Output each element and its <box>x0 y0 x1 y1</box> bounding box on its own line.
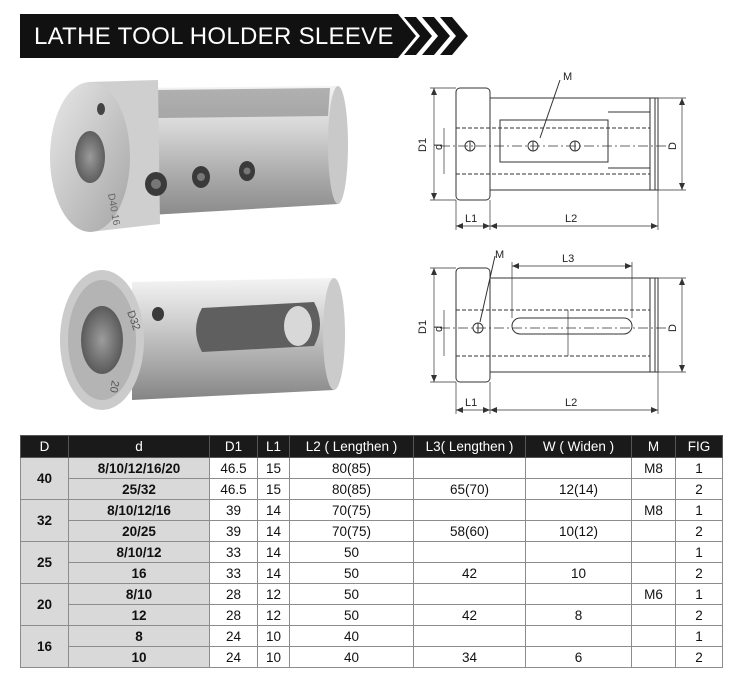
cell-FIG: 1 <box>676 584 723 605</box>
cell-L1: 12 <box>258 605 290 626</box>
cell-L2: 80(85) <box>290 479 414 500</box>
dim-label-M: M <box>563 71 573 83</box>
dim-label-L2: L2 <box>565 213 578 225</box>
table-row <box>21 584 723 605</box>
cell-W: 8 <box>526 605 632 626</box>
table-header-row <box>21 436 723 458</box>
cell-M <box>632 647 676 668</box>
cell-L3 <box>414 584 526 605</box>
header-M: M <box>632 436 676 458</box>
sleeve-photo-fig1 <box>38 74 358 244</box>
cell-M <box>632 542 676 563</box>
cell-FIG: 2 <box>676 479 723 500</box>
cell-L2: 70(75) <box>290 521 414 542</box>
cell-L1: 14 <box>258 542 290 563</box>
table-row <box>21 563 723 584</box>
cell-L2: 50 <box>290 542 414 563</box>
header-L2: L2 ( Lengthen ) <box>290 436 414 458</box>
header-L3: L3( Lengthen ) <box>414 436 526 458</box>
cell-L2: 50 <box>290 605 414 626</box>
cell-d: 16 <box>69 563 210 584</box>
dim-label-M: M <box>495 249 505 261</box>
dim-label-L2: L2 <box>565 397 578 409</box>
dim-label-D1: D1 <box>417 319 429 334</box>
cell-D1: 39 <box>210 500 258 521</box>
cell-D1: 46.5 <box>210 458 258 479</box>
technical-drawing-fig2 <box>400 248 700 420</box>
chevrons-right-icon <box>404 17 468 55</box>
cell-D1: 28 <box>210 605 258 626</box>
cell-M <box>632 563 676 584</box>
cell-L1: 15 <box>258 479 290 500</box>
cell-L3: 42 <box>414 563 526 584</box>
cell-L3: 65(70) <box>414 479 526 500</box>
cell-FIG: 2 <box>676 521 723 542</box>
cell-d: 20/25 <box>69 521 210 542</box>
dim-label-d: d <box>433 143 445 150</box>
cell-FIG: 1 <box>676 500 723 521</box>
photo-engraving-size: D32 <box>124 308 143 332</box>
cell-L2: 70(75) <box>290 500 414 521</box>
dim-label-D1: D1 <box>417 137 429 152</box>
cell-FIG: 2 <box>676 605 723 626</box>
cell-L1: 15 <box>258 458 290 479</box>
cell-L3 <box>414 500 526 521</box>
cell-L3: 34 <box>414 647 526 668</box>
technical-drawing-fig1 <box>400 68 700 240</box>
table-row <box>21 647 723 668</box>
cell-L3: 58(60) <box>414 521 526 542</box>
cell-W: 6 <box>526 647 632 668</box>
cell-L3 <box>414 458 526 479</box>
dim-label-D: D <box>667 142 679 150</box>
cell-FIG: 1 <box>676 626 723 647</box>
cell-L3 <box>414 626 526 647</box>
spec-table <box>20 435 723 668</box>
cell-FIG: 1 <box>676 458 723 479</box>
header-W: W ( Widen ) <box>526 436 632 458</box>
cell-D1: 39 <box>210 521 258 542</box>
header-d: d <box>69 436 210 458</box>
table-row <box>21 458 723 479</box>
cell-L3 <box>414 542 526 563</box>
table-row <box>21 626 723 647</box>
header-D1: D1 <box>210 436 258 458</box>
table-row <box>21 605 723 626</box>
header-FIG: FIG <box>676 436 723 458</box>
cell-FIG: 1 <box>676 542 723 563</box>
cell-W <box>526 626 632 647</box>
title-banner <box>20 14 458 58</box>
cell-L1: 12 <box>258 584 290 605</box>
banner-title: LATHE TOOL HOLDER SLEEVE <box>34 23 394 50</box>
table-row <box>21 542 723 563</box>
cell-L1: 14 <box>258 563 290 584</box>
dim-label-L3: L3 <box>562 253 575 265</box>
cell-L2: 50 <box>290 563 414 584</box>
header-L1: L1 <box>258 436 290 458</box>
cell-M <box>632 605 676 626</box>
cell-L2: 50 <box>290 584 414 605</box>
cell-W <box>526 500 632 521</box>
cell-d: 8 <box>69 626 210 647</box>
cell-W <box>526 584 632 605</box>
cell-D: 25 <box>21 542 69 584</box>
cell-D: 16 <box>21 626 69 668</box>
table-row <box>21 479 723 500</box>
cell-L2: 40 <box>290 647 414 668</box>
photo-engraving-top: D40 16 <box>105 192 122 227</box>
dim-label-L1: L1 <box>465 397 478 409</box>
dim-label-d: d <box>433 325 445 332</box>
cell-M: M6 <box>632 584 676 605</box>
cell-D: 20 <box>21 584 69 626</box>
cell-d: 10 <box>69 647 210 668</box>
table-row <box>21 500 723 521</box>
cell-d: 8/10/12/16 <box>69 500 210 521</box>
cell-L1: 10 <box>258 626 290 647</box>
cell-D1: 24 <box>210 626 258 647</box>
cell-D1: 33 <box>210 563 258 584</box>
cell-L3: 42 <box>414 605 526 626</box>
cell-D1: 28 <box>210 584 258 605</box>
cell-W <box>526 458 632 479</box>
photo-engraving-bore: 20 <box>106 379 121 394</box>
cell-L2: 40 <box>290 626 414 647</box>
cell-d: 8/10 <box>69 584 210 605</box>
dim-label-L1: L1 <box>465 213 478 225</box>
cell-D1: 33 <box>210 542 258 563</box>
cell-W: 10 <box>526 563 632 584</box>
cell-M <box>632 626 676 647</box>
cell-D: 40 <box>21 458 69 500</box>
cell-L1: 14 <box>258 521 290 542</box>
cell-W: 12(14) <box>526 479 632 500</box>
cell-D1: 24 <box>210 647 258 668</box>
cell-FIG: 2 <box>676 647 723 668</box>
table-row <box>21 521 723 542</box>
dim-label-D: D <box>667 324 679 332</box>
cell-d: 12 <box>69 605 210 626</box>
cell-M: M8 <box>632 458 676 479</box>
cell-M: M8 <box>632 500 676 521</box>
cell-D1: 46.5 <box>210 479 258 500</box>
cell-d: 25/32 <box>69 479 210 500</box>
cell-W <box>526 542 632 563</box>
cell-d: 8/10/12/16/20 <box>69 458 210 479</box>
cell-M <box>632 521 676 542</box>
cell-L2: 80(85) <box>290 458 414 479</box>
header-D: D <box>21 436 69 458</box>
cell-L1: 10 <box>258 647 290 668</box>
sleeve-photo-fig2 <box>52 264 352 416</box>
cell-L1: 14 <box>258 500 290 521</box>
cell-d: 8/10/12 <box>69 542 210 563</box>
cell-D: 32 <box>21 500 69 542</box>
cell-W: 10(12) <box>526 521 632 542</box>
cell-M <box>632 479 676 500</box>
cell-FIG: 2 <box>676 563 723 584</box>
